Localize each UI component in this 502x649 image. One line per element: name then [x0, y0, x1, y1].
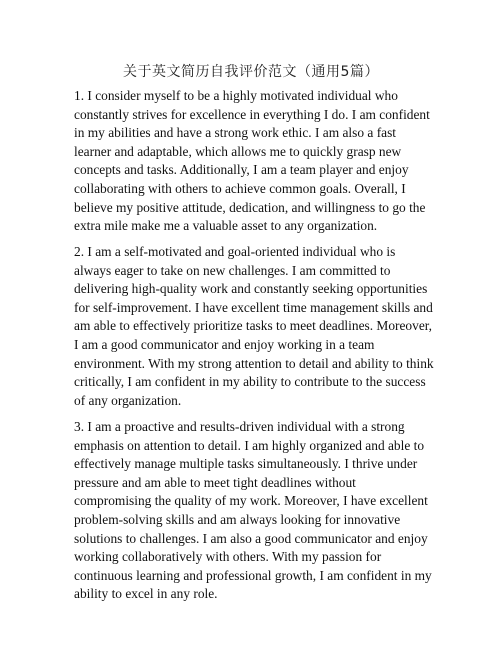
paragraph-line: collaborating with others to achieve common goals. Overall, I — [74, 180, 406, 196]
paragraph-line: delivering high-quality work and constantly seeking opportunities — [74, 281, 428, 297]
paragraph-line: 2. I am a self-motivated and goal-oriented individual who is — [74, 244, 396, 259]
paragraph-line: pressure and am able to meet tight deadlines without — [74, 474, 356, 490]
paragraph-line: concepts and tasks. Additionally, I am a team player and enjoy — [74, 162, 409, 178]
paragraph-line: solutions to challenges. I am also a good communicator and enjoy — [74, 530, 428, 546]
paragraph-line: working collaboratively with others. With my passion for — [74, 549, 382, 565]
paragraph-line: extra mile make me a valuable asset to any organization. — [74, 218, 378, 234]
paragraph-line: always eager to take on new challenges. I am committed to — [74, 262, 391, 278]
paragraph-line: 3. I am a proactive and results-driven individual with a strong — [74, 419, 405, 434]
paragraph-2 — [74, 243, 434, 410]
paragraph-1 — [74, 87, 434, 236]
paragraph-line: environment. With my strong attention to detail and ability to think — [74, 355, 434, 371]
paragraph-line: believe my positive attitude, dedication, and willingness to go the — [74, 199, 426, 215]
paragraph-line: problem-solving skills and am always looking for innovative — [74, 511, 401, 527]
paragraph-line: effectively manage multiple tasks simultaneously. I thrive under — [74, 456, 418, 472]
paragraph-line: am able to effectively prioritize tasks to meet deadlines. Moreover, — [74, 318, 433, 334]
document-title: 关于英文简历自我评价范文（通用5篇） — [123, 64, 379, 80]
paragraph-line: emphasis on attention to detail. I am highly organized and able to — [74, 437, 425, 453]
paragraph-line: learner and adaptable, which allows me to quickly grasp new — [74, 143, 402, 159]
paragraph-line: constantly strives for excellence in everything I do. I am confident — [74, 106, 430, 122]
paragraph-line: critically, I am confident in my ability to contribute to the success — [74, 374, 426, 390]
paragraph-line: 1. I consider myself to be a highly motivated individual who — [74, 88, 398, 103]
paragraph-3 — [74, 418, 434, 604]
paragraph-line: I am a good communicator and enjoy working in a team — [74, 336, 375, 352]
paragraph-line: for self-improvement. I have excellent time management skills and — [74, 299, 433, 315]
paragraph-line: of any organization. — [74, 392, 182, 408]
paragraph-line: in my abilities and have a strong work ethic. I am also a fast — [74, 125, 397, 141]
paragraph-line: continuous learning and professional growth, I am confident in my — [74, 567, 432, 583]
paragraph-line: ability to excel in any role. — [74, 586, 218, 602]
paragraph-line: compromising the quality of my work. Moreover, I have excellent — [74, 493, 428, 509]
